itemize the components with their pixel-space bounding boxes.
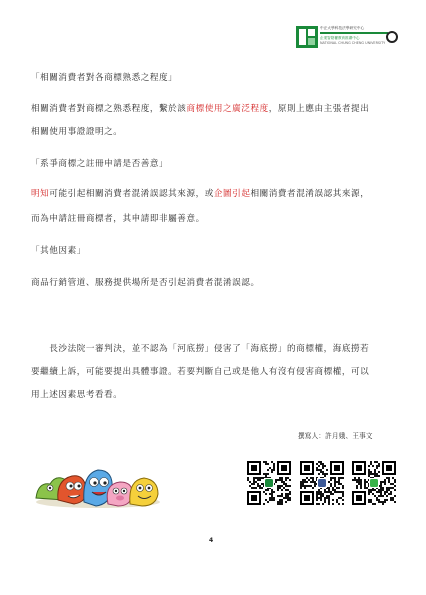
text-segment: 長沙法院一審判決，並不認為「河底撈」侵害了「海底撈」的商標權，海底撈若	[31, 344, 370, 354]
qr-facebook-icon[interactable]	[300, 461, 344, 505]
qr-line-icon[interactable]	[352, 461, 396, 505]
text-line	[31, 126, 122, 138]
text-segment: 要繼續上訴，可能要提出具體事證。若要判斷自己或是他人有沒有侵害商標權，可以	[31, 367, 370, 377]
text-segment: 「相關消費者對各商標熟悉之程度」	[31, 73, 178, 83]
text-segment: 可能引起相關消費者混淆誤認其來源，或	[49, 189, 214, 199]
text-line	[31, 389, 122, 401]
text-line	[31, 213, 205, 225]
org-name-line1: 中正大學科技法學研究中心	[320, 26, 365, 30]
page-number: 4	[209, 537, 214, 544]
text-line	[31, 188, 369, 200]
text-line	[31, 245, 86, 257]
text-line	[31, 277, 260, 289]
logo-divider	[320, 32, 388, 34]
text-segment: 相關消費者對商標之熟悉程度，繫於該	[31, 104, 187, 114]
qr-website-icon[interactable]	[247, 461, 291, 505]
text-segment: 商品行銷管道、服務提供場所是否引起消費者混淆誤認。	[31, 278, 260, 288]
text-line	[31, 366, 369, 378]
logo-text	[320, 25, 388, 46]
text-line	[31, 72, 177, 84]
author-line: 撰寫人：許月娥、王事文	[298, 432, 373, 440]
text-line	[31, 103, 369, 115]
text-segment: 「其他因素」	[31, 246, 86, 256]
disc-logo-icon	[386, 31, 398, 43]
highlighted-text: 明知	[31, 189, 50, 199]
org-name-line3: NATIONAL CHUNG CHENG UNIVERSITY	[320, 41, 386, 45]
highlighted-text: 商標使用之廣泛程度	[186, 104, 269, 114]
qr-website-badge	[265, 479, 273, 487]
qr-line-badge	[370, 479, 378, 487]
text-segment: 用上述因素思考看看。	[31, 390, 123, 400]
text-line	[31, 158, 168, 170]
qr-facebook-badge	[318, 479, 326, 487]
highlighted-text: 企圖引起	[213, 189, 251, 199]
text-line	[31, 343, 369, 355]
text-segment: 相關消費者混淆誤認其來源，	[250, 189, 370, 199]
text-segment: 而為申請註冊商標者，其申請即非屬善意。	[31, 214, 205, 224]
text-segment: ，原則上應由主張者提出	[268, 104, 370, 114]
cartoon-characters-illustration	[34, 458, 162, 508]
org-name-line2: 企業智財權教育推廣中心	[320, 36, 360, 40]
text-segment: 相關使用事證證明之。	[31, 127, 123, 137]
text-segment: 「系爭商標之註冊申請是否善意」	[31, 159, 169, 169]
header-logo	[296, 25, 400, 51]
center-logo-icon	[296, 26, 318, 48]
